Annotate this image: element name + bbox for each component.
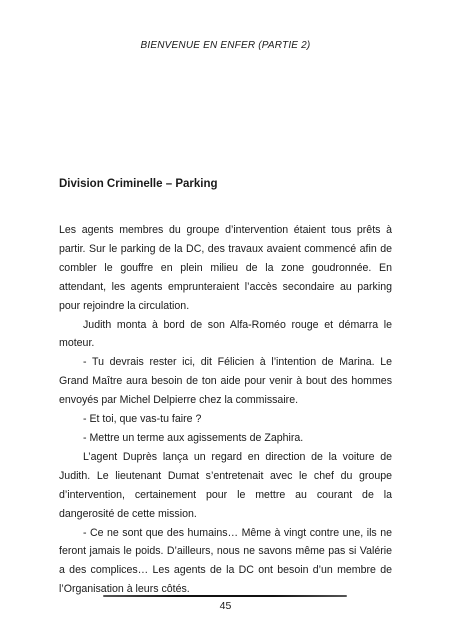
running-header: BIENVENUE EN ENFER (PARTIE 2) (140, 40, 311, 51)
paragraph: - Mettre un terme aux agissements de Zaphira. (83, 431, 304, 444)
paragraph: - Tu devrais rester ici, dit Félicien à l’intention de Marina. Le Grand Maître aura besoin de ton aide pour venir à bout des hommes envoyés par Michel Delpierre chez la commissaire. (59, 356, 392, 407)
paragraph: Les agents membres du groupe d’intervention étaient tous prêts à partir. Sur le parking de la DC, des travaux avaient commencé afin de combler le gouffre en plein milieu de la zone goudronnée. En attendant, les agents emprunteraient l’accès secondaire au parking pour rejoindre la circulation. (59, 224, 392, 312)
paragraph: - Ce ne sont que des humains… Même à vingt contre une, ils ne feront jamais le poids. D’ailleurs, nous ne savons même pas si Valérie a des complices… Les agents de la DC ont besoin d’un membre de l’Organisation à leurs côtés. (59, 526, 392, 596)
body-text (59, 221, 392, 599)
footer-rule (103, 595, 347, 597)
page-number: 45 (219, 600, 232, 612)
paragraph: L’agent Duprès lança un regard en direction de la voiture de Judith. Le lieutenant Dumat s’entretenait avec le chef du groupe d’intervention, certainement pour le mettre au courant de la dangerosité de cette mission. (59, 450, 392, 520)
paragraph: - Et toi, que vas-tu faire ? (83, 413, 202, 426)
paragraph: Judith monta à bord de son Alfa-Roméo rouge et démarra le moteur. (59, 318, 392, 350)
section-heading: Division Criminelle – Parking (59, 178, 218, 190)
